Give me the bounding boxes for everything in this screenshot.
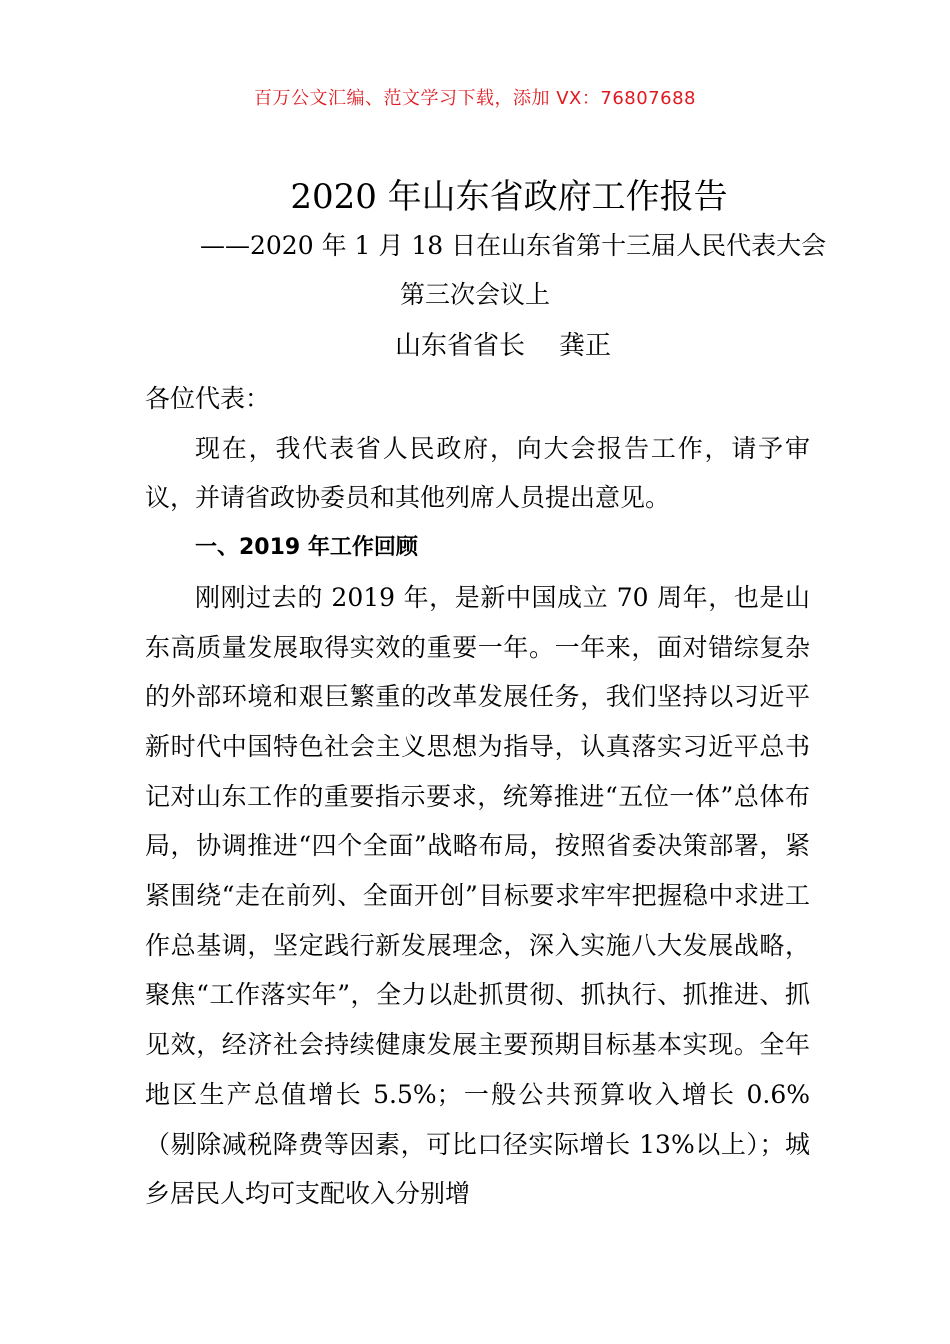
section-heading: 一、2019 年工作回顾 <box>195 535 418 561</box>
document-subtitle-line2: 第三次会议上 <box>399 280 550 309</box>
intro-paragraph: 现在，我代表省人民政府，向大会报告工作，请予审议，并请省政协委员和其他列席人员提出意见。 <box>145 433 810 513</box>
document-body <box>145 374 810 1219</box>
author-line <box>395 326 611 366</box>
author-role: 山东省省长 <box>395 331 526 361</box>
document-title: 2020 年山东省政府工作报告 <box>290 177 728 217</box>
document-subtitle-line1: ——2020 年 1 月 18 日在山东省第十三届人民代表大会 <box>200 231 827 260</box>
salutation: 各位代表： <box>145 384 271 413</box>
author-name: 龚正 <box>559 331 612 361</box>
section-paragraph: 刚刚过去的 2019 年，是新中国成立 70 周年，也是山东高质量发展取得实效的重要一年。一年来，面对错综复杂的外部环境和艰巨繁重的改革发展任务，我们坚持以习近平新时代中国特色社会主义思想为指导，认真落实习近平总书记对山东工作的重要指示要求，统筹推进“五位一体”总体布局，协调推进“四个全面”战略布局，按照省委决策部署，紧紧围绕“走在前列、全面开创”目标要求牢牢把握稳中求进工作总基调，坚定践行新发展理念，深入实施八大发展战略，聚焦“工作落实年”，全力以赴抓贯彻、抓执行、抓推进、抓见效，经济社会持续健康发展主要预期目标基本实现。全年地区生产总值增长 5.5%；一般公共预算收入增长 0.6%（剔除减税降费等因素，可比口径实际增长 13%以上）；城乡居民人均可支配收入分别增 <box>145 582 810 1209</box>
watermark-header: 百万公文汇编、范文学习下载，添加 VX：76807688 <box>254 88 696 109</box>
